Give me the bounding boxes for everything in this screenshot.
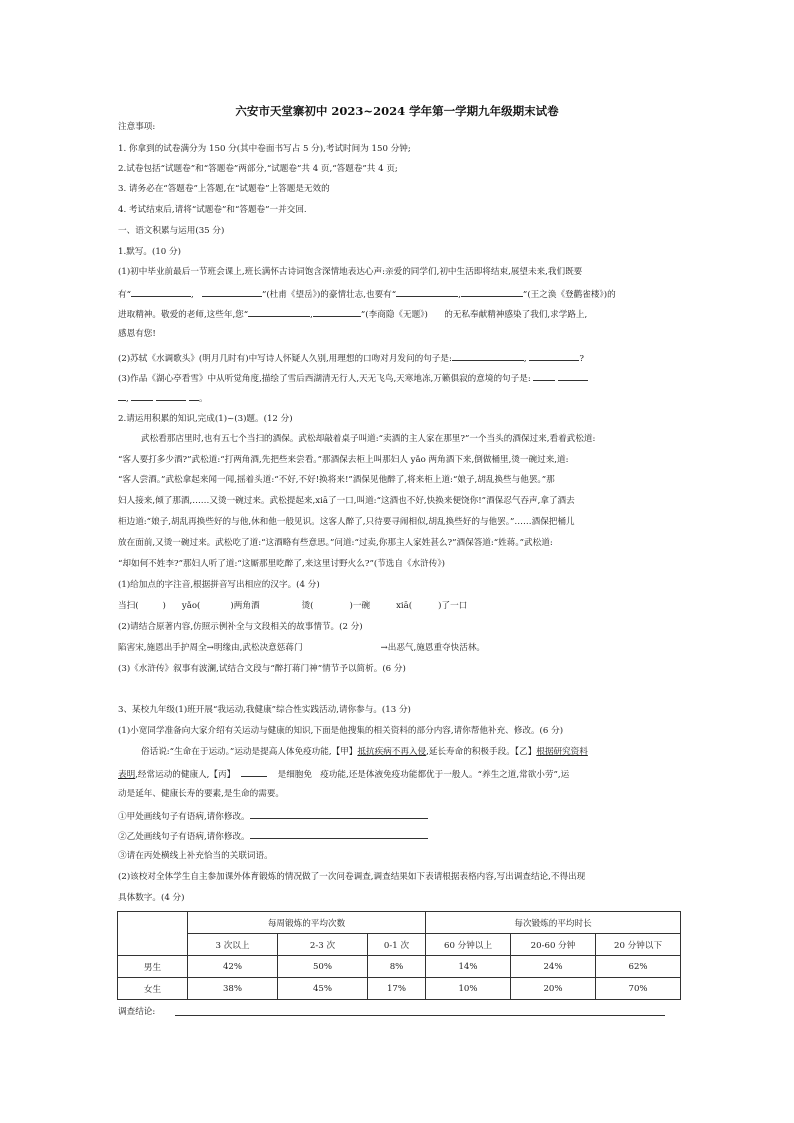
passage-line: “却如何不姓李?”那妇人听了道:“这厮那里吃醉了,来这里讨野火么?”(节选自《水浒传》) [118, 559, 446, 569]
notice-item-1: 1. 你拿到的试卷满分为 150 分(其中卷面书写占 5 分),考试时间为 150 分钟; [118, 144, 411, 154]
answer-blank[interactable] [118, 391, 126, 401]
q3-revision-2: ②乙处画线句子有语病,请你修改。 [118, 829, 678, 843]
q1-line-2: 有“ , ”(杜甫《望岳》)的豪情壮志,也要有“ , ”(王之涣《登鹳雀楼》)的 [118, 287, 678, 301]
table-column-header: 20 分钟以下 [596, 934, 681, 956]
answer-blank[interactable] [156, 391, 186, 401]
q1-line-3: 进取精神。敬爱的老师,这些年,您“ , ”(李商隐《无题》) 的无私奉献精神感染了我们,求学路上, [118, 307, 678, 321]
page-title: 六安市天堂寨初中 2023~2024 学年第一学期九年级期末试卷 [235, 104, 559, 118]
section-heading-1: 一、语文积累与运用(35 分) [118, 226, 225, 236]
table-header-row [118, 912, 681, 934]
conclusion-answer-line[interactable] [175, 1015, 665, 1016]
answer-blank[interactable] [131, 287, 191, 297]
table-column-header: 2-3 次 [278, 934, 368, 956]
passage-line: 妇人接来,倾了那酒,……又烫一碗过来。武松提起来,xiā了一口,叫道:“这酒也不好,快换来便饶你!”酒保忍气吞声,拿了酒去 [118, 496, 575, 506]
table-cell: 70% [596, 978, 681, 1000]
q2-sub-1: (1)给加点的字注音,根据拼音写出相应的汉字。(4 分) [118, 580, 320, 590]
q3-sub-1: (1)小宽同学准备向大家介绍有关运动与健康的知识,下面是他搜集的相关资料的部分内容,请你帮他补充、修改。(6 分) [118, 726, 564, 736]
table-cell: 8% [368, 956, 426, 978]
table-subheader-row [118, 934, 681, 956]
table-cell: 45% [278, 978, 368, 1000]
q2-sub-3: (3)《水浒传》叙事有波澜,试结合文段与“醉打蒋门神”情节予以简析。(6 分) [118, 664, 406, 674]
answer-blank[interactable] [202, 287, 262, 297]
answer-blank[interactable] [558, 371, 588, 381]
answer-blank[interactable] [452, 351, 524, 361]
table-cell: 50% [278, 956, 368, 978]
q3-sub-2-line-1: (2)该校对全体学生自主参加课外体育锻炼的情况做了一次问卷调查,调查结果如下表请根据表格内容,写出调查结论,不得出现 [118, 872, 586, 882]
passage-line: “客人尝酒。”武松拿起来闻一闻,摇着头道:“不好,不好!换将来!”酒保见他醉了,将来柜上道:“娘子,胡乱换些与他罢。”那 [118, 475, 555, 485]
table-group-header: 每次锻炼的平均时长 [426, 912, 681, 934]
table-column-header: 20-60 分钟 [511, 934, 596, 956]
table-cell: 24% [511, 956, 596, 978]
q2-heading: 2.请运用积累的知识,完成(1)~(3)题。(12 分) [118, 414, 293, 424]
q2-sub-2-line: 陷害宋,施恩出手护周全→明缘由,武松决意惩蒋门 →出恶气,施恩重夺快活林。 [118, 643, 486, 653]
answer-blank[interactable] [250, 809, 428, 819]
table-column-header: 0-1 次 [368, 934, 426, 956]
q1-heading: 1.默写。(10 分) [118, 247, 181, 257]
answer-blank[interactable] [248, 307, 310, 317]
answer-blank[interactable] [396, 287, 458, 297]
table-group-header: 每周锻炼的平均次数 [188, 912, 426, 934]
answer-blank[interactable] [250, 829, 428, 839]
q2-sub-1-items: 当扫( ) yǎo( )两角酒 烫( )一碗 xiā( )了一口 [118, 601, 468, 611]
table-cell: 17% [368, 978, 426, 1000]
table-cell: 14% [426, 956, 511, 978]
notice-item-3: 3. 请务必在“答题卷”上答题,在“试题卷”上答题是无效的 [118, 184, 330, 194]
table-column-header: 60 分钟以上 [426, 934, 511, 956]
table-row-label: 男生 [118, 956, 188, 978]
table-cell: 38% [188, 978, 278, 1000]
q3-passage-line-2: 表明,经常运动的健康人,【丙】 是细胞免 疫功能,还是体液免疫功能都优于一般人。“养生之道,常欲小劳”,运 [118, 767, 678, 781]
notice-item-4: 4. 考试结束后,请将“试题卷”和“答题卷”一并交回. [118, 205, 307, 215]
q3-passage-line-3: 动是延年、健康长寿的要素,是生命的需要。 [118, 789, 285, 799]
q3-revision-1: ①甲处画线句子有语病,请你修改。 [118, 809, 678, 823]
table-row [118, 956, 681, 978]
answer-blank[interactable] [461, 287, 523, 297]
q3-revision-3: ③请在丙处横线上补充恰当的关联词语。 [118, 851, 273, 861]
table-row-label: 女生 [118, 978, 188, 1000]
q3-heading: 3、某校九年级(1)班开展“我运动,我健康”综合性实践活动,请你参与。(13 分) [118, 705, 411, 715]
q1-line-6: (3)作品《湖心亭看雪》中从听觉角度,描绘了雪后西湖清无行人,天无飞鸟,天寒地冻,万籁俱寂的意境的句子是: [118, 371, 678, 385]
q1-line-4: 感恩有您! [118, 329, 156, 339]
table-cell: 20% [511, 978, 596, 1000]
answer-blank[interactable] [189, 391, 199, 401]
answer-blank[interactable] [131, 391, 153, 401]
table-row [118, 978, 681, 1000]
table-cell: 10% [426, 978, 511, 1000]
table-corner-cell [118, 912, 188, 956]
table-cell: 42% [188, 956, 278, 978]
passage-line: 武松看那店里时,也有五七个当扫的酒保。武松却敲着桌子叫道:“卖酒的主人家在那里?”一个当头的酒保过来,看着武松道: [141, 434, 596, 444]
q3-passage-line-1: 俗话说:“生命在于运动。”运动是提高人体免疫功能,【甲】抵抗疾病不再入侵,延长寿命的积极手段。【乙】根据研究资料 [141, 747, 588, 757]
notice-header: 注意事项: [118, 122, 156, 132]
q2-sub-2: (2)请结合原著内容,仿照示例补全与文段相关的故事情节。(2 分) [118, 622, 363, 632]
answer-blank[interactable] [533, 371, 555, 381]
table-column-header: 3 次以上 [188, 934, 278, 956]
passage-line: “客人要打多少酒?”武松道:“打两角酒,先把些来尝看。”那酒保去柜上叫那妇人 yǎo 两角酒下来,倒做桶里,烫一碗过来,道: [118, 455, 569, 465]
passage-line: 柜边道:“娘子,胡乱再换些好的与他,休和他一般见识。这客人醉了,只待要寻闹相似,胡乱换些好的与他罢。”……酒保把桶儿 [118, 517, 575, 527]
conclusion-label: 调查结论: [118, 1007, 156, 1017]
q1-line-7: , 。 [118, 391, 678, 405]
answer-blank[interactable] [241, 767, 267, 777]
answer-blank[interactable] [313, 307, 361, 317]
notice-item-2: 2.试卷包括“试题卷”和“答题卷”两部分,“试题卷”共 4 页,“答题卷”共 4 页; [118, 164, 398, 174]
q3-sub-2-line-2: 具体数字。(4 分) [118, 893, 185, 903]
table-cell: 62% [596, 956, 681, 978]
q1-line-1: (1)初中毕业前最后一节班会课上,班长满怀古诗词饱含深情地表达心声:亲爱的同学们,初中生活即将结束,展望未来,我们既要 [118, 267, 583, 277]
answer-blank[interactable] [529, 351, 579, 361]
q1-line-5: (2)苏轼《水调歌头》(明月几时有)中写诗人怀疑人久别,用理想的口吻对月发问的句子是: , ? [118, 351, 678, 365]
survey-table [117, 911, 681, 1000]
passage-line: 放在面前,又烫一碗过来。武松吃了道:“这酒略有些意思。”问道:“过卖,你那主人家姓甚么?”酒保答道:“姓蒋。”武松道: [118, 538, 553, 548]
